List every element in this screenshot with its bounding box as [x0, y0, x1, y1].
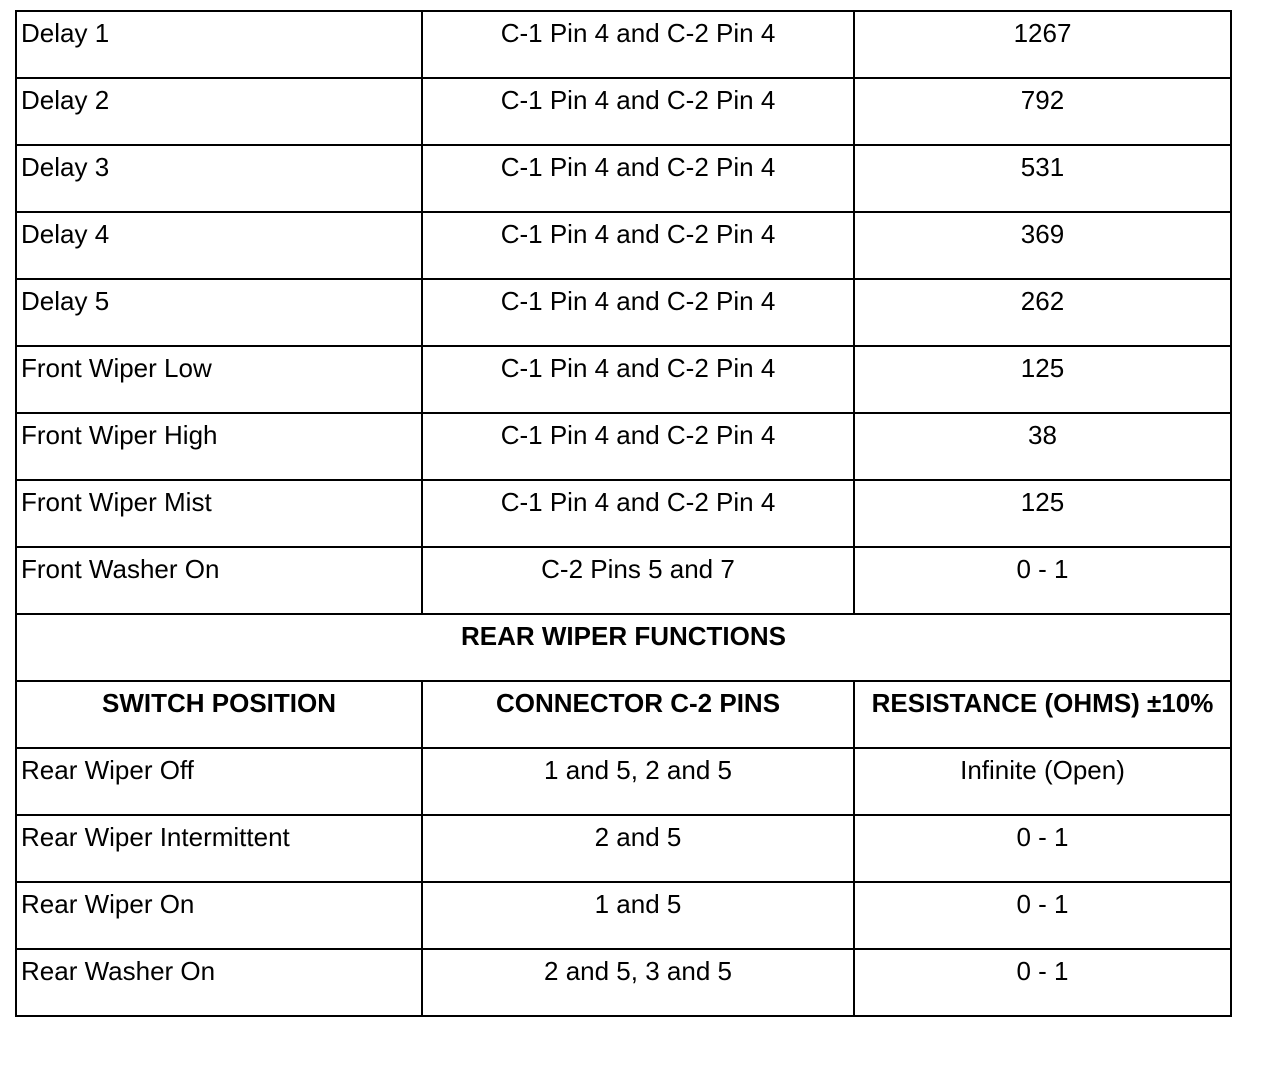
resistance-cell: 125 — [854, 480, 1231, 547]
section-title-row — [16, 614, 1231, 681]
connector-pins-cell: 1 and 5 — [422, 882, 854, 949]
resistance-cell: 792 — [854, 78, 1231, 145]
connector-pins-cell: 1 and 5, 2 and 5 — [422, 748, 854, 815]
resistance-cell: Infinite (Open) — [854, 748, 1231, 815]
table-row — [16, 547, 1231, 614]
resistance-cell: 0 - 1 — [854, 882, 1231, 949]
table-row — [16, 212, 1231, 279]
connector-pins-cell: C-1 Pin 4 and C-2 Pin 4 — [422, 145, 854, 212]
switch-position-cell: Delay 3 — [16, 145, 422, 212]
resistance-cell: 531 — [854, 145, 1231, 212]
resistance-cell: 0 - 1 — [854, 949, 1231, 1016]
switch-position-cell: Front Washer On — [16, 547, 422, 614]
connector-pins-cell: C-2 Pins 5 and 7 — [422, 547, 854, 614]
table-row — [16, 413, 1231, 480]
switch-position-cell: Delay 1 — [16, 11, 422, 78]
resistance-cell: 0 - 1 — [854, 547, 1231, 614]
switch-position-cell: Rear Wiper Off — [16, 748, 422, 815]
connector-pins-cell: 2 and 5 — [422, 815, 854, 882]
connector-pins-cell: C-1 Pin 4 and C-2 Pin 4 — [422, 11, 854, 78]
switch-position-cell: Rear Wiper Intermittent — [16, 815, 422, 882]
connector-pins-cell: C-1 Pin 4 and C-2 Pin 4 — [422, 413, 854, 480]
resistance-cell: 0 - 1 — [854, 815, 1231, 882]
switch-position-cell: Front Wiper Low — [16, 346, 422, 413]
switch-position-header: SWITCH POSITION — [16, 681, 422, 748]
table-row — [16, 279, 1231, 346]
resistance-cell: 262 — [854, 279, 1231, 346]
resistance-spec-document — [15, 10, 1230, 1017]
connector-pins-cell: C-1 Pin 4 and C-2 Pin 4 — [422, 480, 854, 547]
switch-position-cell: Front Wiper Mist — [16, 480, 422, 547]
table-row — [16, 145, 1231, 212]
resistance-cell: 125 — [854, 346, 1231, 413]
table-row — [16, 480, 1231, 547]
switch-position-cell: Rear Washer On — [16, 949, 422, 1016]
connector-pins-cell: C-1 Pin 4 and C-2 Pin 4 — [422, 212, 854, 279]
switch-position-cell: Delay 5 — [16, 279, 422, 346]
switch-position-cell: Delay 2 — [16, 78, 422, 145]
switch-position-cell: Front Wiper High — [16, 413, 422, 480]
header-row — [16, 681, 1231, 748]
resistance-cell: 1267 — [854, 11, 1231, 78]
table-row — [16, 882, 1231, 949]
table-row — [16, 949, 1231, 1016]
resistance-header: RESISTANCE (OHMS) ±10% — [854, 681, 1231, 748]
table-row — [16, 78, 1231, 145]
resistance-cell: 38 — [854, 413, 1231, 480]
wiper-switch-resistance-table — [15, 10, 1232, 1017]
switch-position-cell: Rear Wiper On — [16, 882, 422, 949]
rear-wiper-section-title: REAR WIPER FUNCTIONS — [16, 614, 1231, 681]
connector-pins-cell: C-1 Pin 4 and C-2 Pin 4 — [422, 279, 854, 346]
table-row — [16, 748, 1231, 815]
connector-pins-cell: C-1 Pin 4 and C-2 Pin 4 — [422, 346, 854, 413]
switch-position-cell: Delay 4 — [16, 212, 422, 279]
table-row — [16, 815, 1231, 882]
resistance-cell: 369 — [854, 212, 1231, 279]
connector-pins-cell: 2 and 5, 3 and 5 — [422, 949, 854, 1016]
table-row — [16, 11, 1231, 78]
connector-pins-header: CONNECTOR C-2 PINS — [422, 681, 854, 748]
connector-pins-cell: C-1 Pin 4 and C-2 Pin 4 — [422, 78, 854, 145]
table-row — [16, 346, 1231, 413]
